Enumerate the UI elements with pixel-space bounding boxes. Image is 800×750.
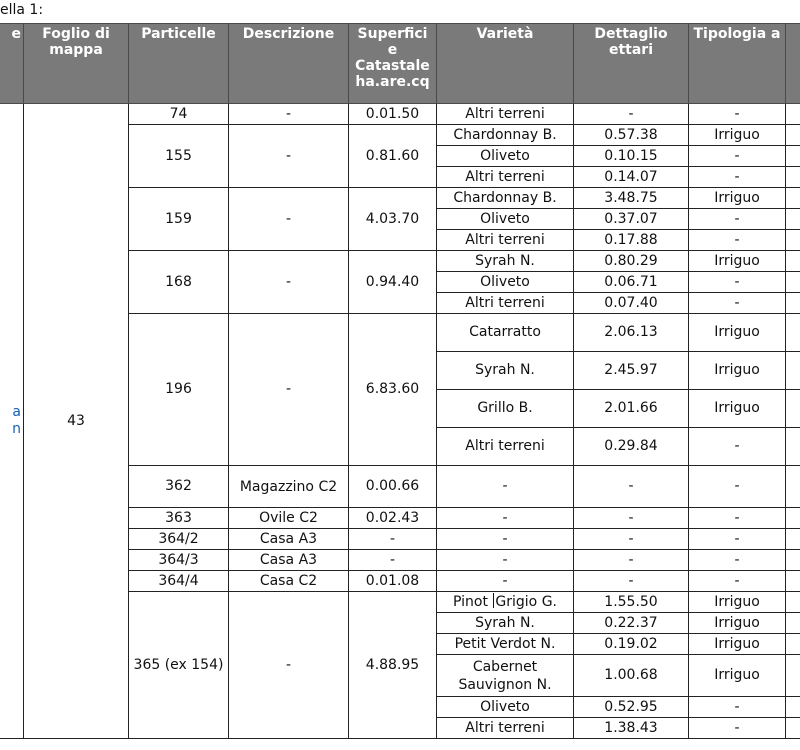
dettaglio-cell: 0.10.15: [574, 146, 689, 167]
tipologia-cell: -: [689, 293, 786, 314]
varieta-cell: Chardonnay B.: [437, 188, 574, 209]
superficie-cell: -: [349, 550, 437, 571]
extra-cell: [786, 146, 800, 167]
tipologia-cell: -: [689, 550, 786, 571]
extra-cell: [786, 613, 800, 634]
header-foglio: Foglio di mappa: [24, 24, 129, 104]
superficie-cell: 0.94.40: [349, 251, 437, 314]
extra-cell: [786, 697, 800, 718]
particella-cell: 196: [129, 314, 229, 466]
dettaglio-cell: 0.07.40: [574, 293, 689, 314]
superficie-cell: 6.83.60: [349, 314, 437, 466]
particella-cell: 365 (ex 154): [129, 592, 229, 739]
extra-cell: [786, 571, 800, 592]
varieta-cell: Oliveto: [437, 146, 574, 167]
header-extra: [786, 24, 800, 104]
varieta-cell: Oliveto: [437, 209, 574, 230]
dettaglio-cell: 3.48.75: [574, 188, 689, 209]
descrizione-cell: Magazzino C2: [229, 466, 349, 508]
tipologia-cell: -: [689, 571, 786, 592]
tipologia-cell: -: [689, 428, 786, 466]
descrizione-cell: -: [229, 251, 349, 314]
extra-cell: [786, 188, 800, 209]
tipologia-cell: -: [689, 209, 786, 230]
tipologia-cell: -: [689, 718, 786, 739]
tipologia-cell: -: [689, 508, 786, 529]
extra-cell: [786, 390, 800, 428]
varieta-cell: Syrah N.: [437, 352, 574, 390]
extra-cell: [786, 508, 800, 529]
header-row: [0, 24, 800, 104]
varieta-cell: Oliveto: [437, 272, 574, 293]
superficie-cell: 4.88.95: [349, 592, 437, 739]
particella-cell: 364/2: [129, 529, 229, 550]
superficie-cell: 0.02.43: [349, 508, 437, 529]
table-row: [0, 104, 800, 125]
parcels-table: [0, 23, 800, 739]
table-caption: ella 1:: [0, 2, 44, 18]
dettaglio-cell: 0.52.95: [574, 697, 689, 718]
descrizione-cell: Casa A3: [229, 550, 349, 571]
extra-cell: [786, 466, 800, 508]
varieta-cell: Oliveto: [437, 697, 574, 718]
extra-cell: [786, 272, 800, 293]
extra-cell: [786, 167, 800, 188]
header-dettaglio: Dettaglio ettari: [574, 24, 689, 104]
varieta-cell: Syrah N.: [437, 251, 574, 272]
comune-link[interactable]: n: [12, 421, 21, 437]
particella-cell: 168: [129, 251, 229, 314]
varieta-cell: -: [437, 571, 574, 592]
dettaglio-cell: 0.06.71: [574, 272, 689, 293]
varieta-cell: Grillo B.: [437, 390, 574, 428]
foglio-cell: 43: [24, 104, 129, 739]
extra-cell: [786, 251, 800, 272]
varieta-cell: Syrah N.: [437, 613, 574, 634]
tipologia-cell: -: [689, 230, 786, 251]
varieta-cell: -: [437, 550, 574, 571]
varieta-cell: -: [437, 508, 574, 529]
tipologia-cell: -: [689, 529, 786, 550]
particella-cell: 362: [129, 466, 229, 508]
extra-cell: [786, 550, 800, 571]
descrizione-cell: -: [229, 104, 349, 125]
varieta-text-end: Grigio G.: [495, 594, 557, 610]
dettaglio-cell: -: [574, 571, 689, 592]
dettaglio-cell: -: [574, 550, 689, 571]
descrizione-cell: -: [229, 125, 349, 188]
tipologia-cell: Irriguo: [689, 188, 786, 209]
superficie-cell: 0.00.66: [349, 466, 437, 508]
tipologia-cell: -: [689, 146, 786, 167]
particella-cell: 363: [129, 508, 229, 529]
extra-cell: [786, 209, 800, 230]
particella-cell: 155: [129, 125, 229, 188]
superficie-cell: 0.81.60: [349, 125, 437, 188]
dettaglio-cell: 2.06.13: [574, 314, 689, 352]
particella-cell: 364/3: [129, 550, 229, 571]
descrizione-cell: -: [229, 592, 349, 739]
varieta-cell: Altri terreni: [437, 293, 574, 314]
tipologia-cell: Irriguo: [689, 634, 786, 655]
superficie-cell: 0.01.08: [349, 571, 437, 592]
extra-cell: [786, 314, 800, 352]
varieta-cell: Altri terreni: [437, 230, 574, 251]
superficie-cell: -: [349, 529, 437, 550]
tipologia-cell: Irriguo: [689, 390, 786, 428]
extra-cell: [786, 428, 800, 466]
extra-cell: [786, 230, 800, 251]
varieta-cell: -: [437, 466, 574, 508]
header-tipologia: Tipologia a: [689, 24, 786, 104]
dettaglio-cell: 0.22.37: [574, 613, 689, 634]
varieta-cell: Altri terreni: [437, 104, 574, 125]
descrizione-cell: Casa C2: [229, 571, 349, 592]
particella-cell: 159: [129, 188, 229, 251]
varieta-cell: [437, 592, 574, 613]
dettaglio-cell: 0.14.07: [574, 167, 689, 188]
header-varieta: Varietà: [437, 24, 574, 104]
varieta-cell: Chardonnay B.: [437, 125, 574, 146]
extra-cell: [786, 293, 800, 314]
varieta-cell: Altri terreni: [437, 167, 574, 188]
header-superficie: Superfici e Catastale ha.are.cq: [349, 24, 437, 104]
extra-cell: [786, 655, 800, 697]
descrizione-cell: -: [229, 314, 349, 466]
varieta-cell: Catarratto: [437, 314, 574, 352]
dettaglio-cell: 0.29.84: [574, 428, 689, 466]
extra-cell: [786, 634, 800, 655]
tipologia-cell: Irriguo: [689, 251, 786, 272]
tipologia-cell: -: [689, 272, 786, 293]
tipologia-cell: Irriguo: [689, 314, 786, 352]
dettaglio-cell: -: [574, 508, 689, 529]
varieta-cell: Cabernet Sauvignon N.: [437, 655, 574, 697]
dettaglio-cell: -: [574, 104, 689, 125]
extra-cell: [786, 529, 800, 550]
comune-text: a: [12, 404, 21, 420]
descrizione-cell: Casa A3: [229, 529, 349, 550]
header-particelle: Particelle: [129, 24, 229, 104]
varieta-cell: Petit Verdot N.: [437, 634, 574, 655]
dettaglio-cell: -: [574, 466, 689, 508]
dettaglio-cell: 0.80.29: [574, 251, 689, 272]
dettaglio-cell: 0.17.88: [574, 230, 689, 251]
header-comune: e: [0, 24, 24, 104]
tipologia-cell: -: [689, 167, 786, 188]
tipologia-cell: Irriguo: [689, 613, 786, 634]
dettaglio-cell: 0.57.38: [574, 125, 689, 146]
particella-cell: 74: [129, 104, 229, 125]
dettaglio-cell: -: [574, 529, 689, 550]
comune-cell: [0, 104, 24, 739]
dettaglio-cell: 0.19.02: [574, 634, 689, 655]
dettaglio-cell: 1.00.68: [574, 655, 689, 697]
header-descrizione: Descrizione: [229, 24, 349, 104]
varieta-cell: Altri terreni: [437, 428, 574, 466]
dettaglio-cell: 2.45.97: [574, 352, 689, 390]
dettaglio-cell: 2.01.66: [574, 390, 689, 428]
extra-cell: [786, 352, 800, 390]
tipologia-cell: Irriguo: [689, 592, 786, 613]
superficie-cell: 0.01.50: [349, 104, 437, 125]
dettaglio-cell: 0.37.07: [574, 209, 689, 230]
superficie-cell: 4.03.70: [349, 188, 437, 251]
tipologia-cell: Irriguo: [689, 352, 786, 390]
varieta-cell: Altri terreni: [437, 718, 574, 739]
varieta-text-start: Pinot: [453, 594, 493, 610]
varieta-cell: -: [437, 529, 574, 550]
descrizione-cell: -: [229, 188, 349, 251]
extra-cell: [786, 125, 800, 146]
tipologia-cell: Irriguo: [689, 125, 786, 146]
descrizione-cell: Ovile C2: [229, 508, 349, 529]
tipologia-cell: -: [689, 466, 786, 508]
extra-cell: [786, 592, 800, 613]
extra-cell: [786, 104, 800, 125]
dettaglio-cell: 1.38.43: [574, 718, 689, 739]
tipologia-cell: -: [689, 697, 786, 718]
tipologia-cell: Irriguo: [689, 655, 786, 697]
particella-cell: 364/4: [129, 571, 229, 592]
dettaglio-cell: 1.55.50: [574, 592, 689, 613]
extra-cell: [786, 718, 800, 739]
tipologia-cell: -: [689, 104, 786, 125]
